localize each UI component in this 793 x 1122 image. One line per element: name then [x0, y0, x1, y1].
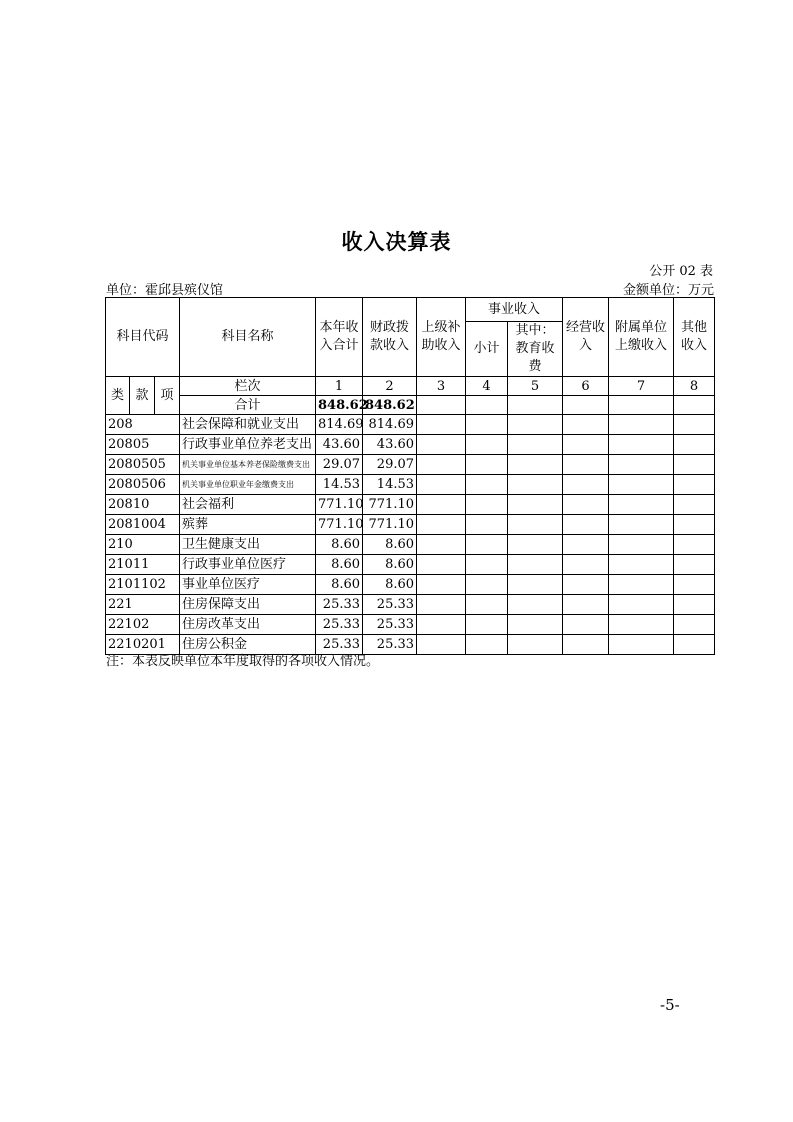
- subject-code: 2080505: [106, 455, 180, 475]
- subject-name: 机关事业单位职业年金缴费支出: [180, 475, 316, 495]
- empty-cell: [466, 615, 508, 635]
- header-other: 其他收入: [674, 298, 715, 377]
- empty-cell: [417, 535, 466, 555]
- form-number: 公开 02 表: [649, 264, 713, 279]
- subject-code: 2080506: [106, 475, 180, 495]
- total-amount: 8.60: [316, 555, 363, 575]
- subject-name: 卫生健康支出: [180, 535, 316, 555]
- empty-cell: [417, 415, 466, 435]
- empty-cell: [563, 555, 609, 575]
- empty-cell: [466, 515, 508, 535]
- total-amount: 848.62: [316, 396, 363, 415]
- header-affiliated: 附属单位上缴收入: [609, 298, 674, 377]
- col-index: 5: [508, 377, 563, 396]
- table-body: [106, 415, 715, 655]
- empty-cell: [609, 615, 674, 635]
- empty-cell: [417, 495, 466, 515]
- subject-name: 机关事业单位基本养老保险缴费支出: [180, 455, 316, 475]
- empty-cell: [466, 396, 508, 415]
- total-amount: 25.33: [316, 615, 363, 635]
- subject-name: 社会保障和就业支出: [180, 415, 316, 435]
- empty-cell: [466, 635, 508, 655]
- subject-code: 221: [106, 595, 180, 615]
- header-business: 事业收入: [466, 298, 563, 322]
- empty-cell: [674, 635, 715, 655]
- empty-cell: [417, 396, 466, 415]
- total-label: 合计: [180, 396, 316, 415]
- empty-cell: [466, 555, 508, 575]
- empty-cell: [674, 455, 715, 475]
- empty-cell: [508, 415, 563, 435]
- empty-cell: [674, 515, 715, 535]
- table-row: [106, 595, 715, 615]
- subject-code: 2210201: [106, 635, 180, 655]
- fiscal-amount: 771.10: [363, 495, 417, 515]
- total-amount: 771.10: [316, 495, 363, 515]
- empty-cell: [563, 595, 609, 615]
- col-index: 7: [609, 377, 674, 396]
- subject-name: 社会福利: [180, 495, 316, 515]
- empty-cell: [674, 495, 715, 515]
- empty-cell: [417, 635, 466, 655]
- header-lei: 类: [106, 377, 130, 415]
- table-row: [106, 495, 715, 515]
- amount-unit-label: 金额单位：万元: [622, 283, 714, 298]
- table-row: [106, 415, 715, 435]
- table-row: [106, 435, 715, 455]
- subject-name: 住房改革支出: [180, 615, 316, 635]
- fiscal-amount: 8.60: [363, 555, 417, 575]
- col-index: 1: [316, 377, 363, 396]
- subject-name: 住房公积金: [180, 635, 316, 655]
- fiscal-amount: 14.53: [363, 475, 417, 495]
- empty-cell: [466, 415, 508, 435]
- empty-cell: [417, 615, 466, 635]
- empty-cell: [609, 535, 674, 555]
- empty-cell: [609, 595, 674, 615]
- table-row: [106, 575, 715, 595]
- empty-cell: [609, 555, 674, 575]
- header-subtotal: 小计: [466, 322, 508, 377]
- empty-cell: [674, 555, 715, 575]
- subject-code: 210: [106, 535, 180, 555]
- empty-cell: [508, 396, 563, 415]
- total-amount: 8.60: [316, 535, 363, 555]
- fiscal-amount: 8.60: [363, 535, 417, 555]
- col-index: 4: [466, 377, 508, 396]
- col-index: 2: [363, 377, 417, 396]
- header-kuan: 款: [130, 377, 155, 415]
- header-fiscal: 财政拨款收入: [363, 298, 417, 377]
- total-amount: 29.07: [316, 455, 363, 475]
- empty-cell: [609, 396, 674, 415]
- subject-code: 21011: [106, 555, 180, 575]
- empty-cell: [674, 396, 715, 415]
- empty-cell: [508, 635, 563, 655]
- fiscal-amount: 43.60: [363, 435, 417, 455]
- total-fiscal: 848.62: [363, 396, 417, 415]
- header-lanci: 栏次: [180, 377, 316, 396]
- page-number: -5-: [660, 996, 680, 1014]
- page-title: 收入决算表: [341, 230, 452, 254]
- empty-cell: [674, 575, 715, 595]
- empty-cell: [563, 435, 609, 455]
- empty-cell: [674, 475, 715, 495]
- subject-code: 208: [106, 415, 180, 435]
- empty-cell: [417, 475, 466, 495]
- empty-cell: [609, 435, 674, 455]
- table-row: [106, 615, 715, 635]
- empty-cell: [563, 575, 609, 595]
- subject-name: 行政事业单位养老支出: [180, 435, 316, 455]
- total-row: [106, 396, 715, 415]
- empty-cell: [417, 435, 466, 455]
- empty-cell: [674, 435, 715, 455]
- col-index: 3: [417, 377, 466, 396]
- empty-cell: [609, 455, 674, 475]
- empty-cell: [609, 515, 674, 535]
- empty-cell: [417, 555, 466, 575]
- header-name: 科目名称: [180, 298, 316, 377]
- empty-cell: [466, 435, 508, 455]
- header-superior: 上级补助收入: [417, 298, 466, 377]
- empty-cell: [508, 595, 563, 615]
- empty-cell: [417, 515, 466, 535]
- header-operating: 经营收入: [563, 298, 609, 377]
- subject-name: 行政事业单位医疗: [180, 555, 316, 575]
- empty-cell: [466, 455, 508, 475]
- unit-label: 单位：霍邱县殡仪馆: [106, 283, 224, 298]
- table-row: [106, 535, 715, 555]
- fiscal-amount: 8.60: [363, 575, 417, 595]
- footnote: 注：本表反映单位本年度取得的各项收入情况。: [106, 654, 380, 669]
- empty-cell: [508, 455, 563, 475]
- table-row: [106, 475, 715, 495]
- subject-name: 住房保障支出: [180, 595, 316, 615]
- subject-name: 殡葬: [180, 515, 316, 535]
- empty-cell: [563, 615, 609, 635]
- header-edu: 其中：教育收费: [508, 322, 563, 377]
- subject-name: 事业单位医疗: [180, 575, 316, 595]
- subject-code: 20810: [106, 495, 180, 515]
- empty-cell: [563, 515, 609, 535]
- empty-cell: [609, 415, 674, 435]
- income-table: [105, 297, 715, 655]
- table-row: [106, 515, 715, 535]
- empty-cell: [417, 575, 466, 595]
- total-amount: 8.60: [316, 575, 363, 595]
- fiscal-amount: 29.07: [363, 455, 417, 475]
- empty-cell: [609, 475, 674, 495]
- empty-cell: [563, 535, 609, 555]
- header-code: 科目代码: [106, 298, 180, 377]
- subject-code: 22102: [106, 615, 180, 635]
- empty-cell: [508, 535, 563, 555]
- fiscal-amount: 814.69: [363, 415, 417, 435]
- empty-cell: [508, 475, 563, 495]
- header-total: 本年收入合计: [316, 298, 363, 377]
- empty-cell: [563, 455, 609, 475]
- fiscal-amount: 25.33: [363, 635, 417, 655]
- table-row: [106, 455, 715, 475]
- empty-cell: [563, 635, 609, 655]
- col-index: 6: [563, 377, 609, 396]
- empty-cell: [563, 495, 609, 515]
- empty-cell: [609, 635, 674, 655]
- total-amount: 43.60: [316, 435, 363, 455]
- empty-cell: [563, 396, 609, 415]
- empty-cell: [466, 535, 508, 555]
- total-amount: 25.33: [316, 595, 363, 615]
- empty-cell: [417, 595, 466, 615]
- empty-cell: [508, 435, 563, 455]
- empty-cell: [508, 575, 563, 595]
- empty-cell: [674, 595, 715, 615]
- empty-cell: [466, 495, 508, 515]
- subject-code: 20805: [106, 435, 180, 455]
- empty-cell: [609, 495, 674, 515]
- empty-cell: [508, 555, 563, 575]
- fiscal-amount: 25.33: [363, 615, 417, 635]
- empty-cell: [563, 475, 609, 495]
- total-amount: 14.53: [316, 475, 363, 495]
- empty-cell: [674, 415, 715, 435]
- empty-cell: [508, 615, 563, 635]
- empty-cell: [508, 515, 563, 535]
- empty-cell: [508, 495, 563, 515]
- empty-cell: [609, 575, 674, 595]
- total-amount: 814.69: [316, 415, 363, 435]
- empty-cell: [466, 575, 508, 595]
- col-index: 8: [674, 377, 715, 396]
- total-amount: 25.33: [316, 635, 363, 655]
- total-amount: 771.10: [316, 515, 363, 535]
- subject-code: 2081004: [106, 515, 180, 535]
- fiscal-amount: 771.10: [363, 515, 417, 535]
- subject-code: 2101102: [106, 575, 180, 595]
- empty-cell: [417, 455, 466, 475]
- empty-cell: [674, 535, 715, 555]
- empty-cell: [466, 475, 508, 495]
- header-xiang: 项: [155, 377, 180, 415]
- table-row: [106, 555, 715, 575]
- fiscal-amount: 25.33: [363, 595, 417, 615]
- unit-row: [106, 279, 714, 298]
- empty-cell: [674, 615, 715, 635]
- empty-cell: [563, 415, 609, 435]
- empty-cell: [466, 595, 508, 615]
